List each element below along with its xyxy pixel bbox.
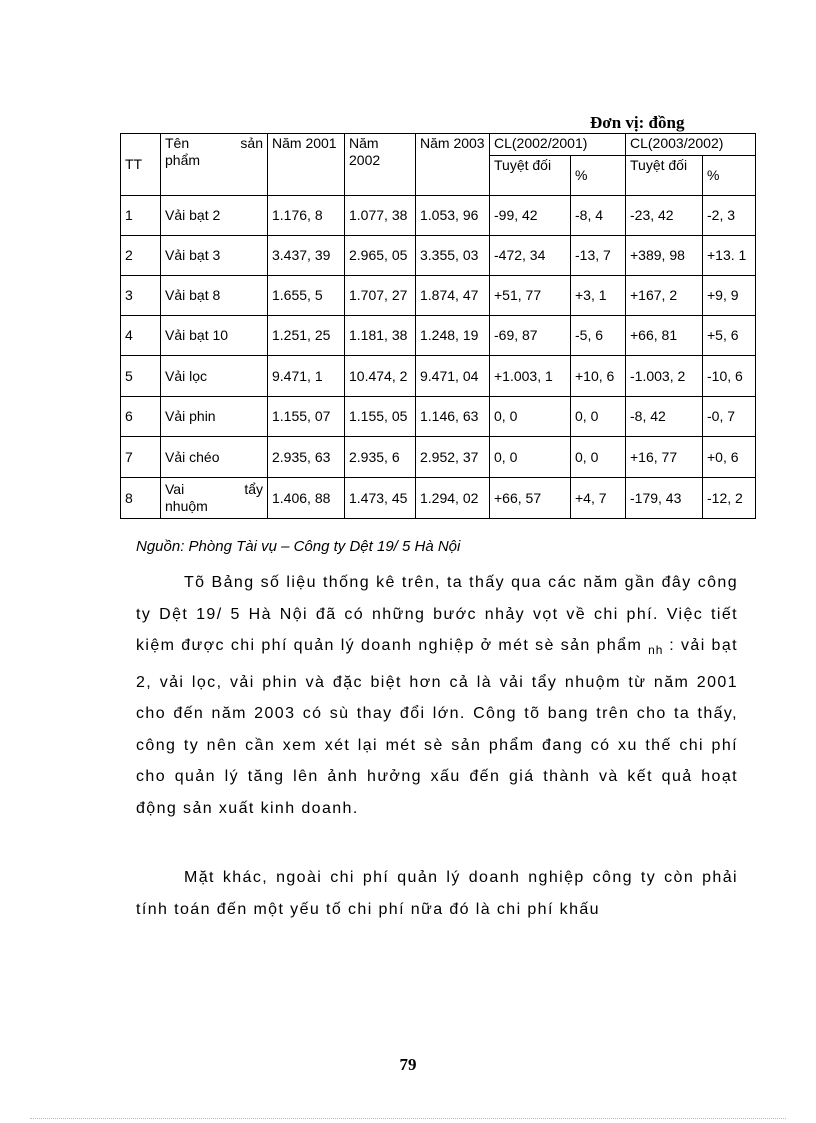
cell-product: Vai tẩy nhuộm (161, 478, 268, 519)
cell-abs-2: +167, 2 (626, 276, 703, 316)
cell-abs-1: +66, 57 (490, 478, 571, 519)
cell-product: Vải bạt 3 (161, 236, 268, 276)
cell-pct-1: 0, 0 (571, 437, 626, 478)
cell-2003: 3.355, 03 (416, 236, 490, 276)
cell-2003: 1.053, 96 (416, 196, 490, 236)
footer-divider (30, 1118, 786, 1119)
cell-pct-1: -8, 4 (571, 196, 626, 236)
page-number: 79 (399, 1055, 417, 1074)
cell-2002: 2.965, 05 (345, 236, 416, 276)
table-row (121, 437, 756, 478)
cell-abs-1: +1.003, 1 (490, 356, 571, 397)
cell-tt: 3 (121, 276, 161, 316)
cell-2002: 1.181, 38 (345, 316, 416, 356)
cell-product: Vải bạt 10 (161, 316, 268, 356)
cell-product: Vải bạt 8 (161, 276, 268, 316)
cell-pct-1: +4, 7 (571, 478, 626, 519)
cell-2001: 1.251, 25 (268, 316, 345, 356)
cell-tt: 2 (121, 236, 161, 276)
cell-tt: 6 (121, 397, 161, 437)
header-tt: TT (121, 134, 161, 196)
header-cl-2002-2001: CL(2002/2001) (490, 134, 626, 156)
cell-product: Vải lọc (161, 356, 268, 397)
cell-abs-1: -472, 34 (490, 236, 571, 276)
cell-abs-1: -69, 87 (490, 316, 571, 356)
cost-table (120, 133, 756, 519)
cell-tt: 8 (121, 478, 161, 519)
cell-2003: 1.874, 47 (416, 276, 490, 316)
table-row (121, 397, 756, 437)
cell-abs-2: +389, 98 (626, 236, 703, 276)
header-absolute-2: Tuyệt đối (626, 156, 703, 196)
cell-abs-2: -23, 42 (626, 196, 703, 236)
header-year-2003: Năm 2003 (416, 134, 490, 196)
header-cl-2003-2002: CL(2003/2002) (626, 134, 756, 156)
cell-pct-1: +10, 6 (571, 356, 626, 397)
source-note: Nguồn: Phòng Tài vụ – Công ty Dệt 19/ 5 Hà Nội (136, 538, 461, 555)
cell-2002: 2.935, 6 (345, 437, 416, 478)
table-row (121, 236, 756, 276)
cell-2002: 1.155, 05 (345, 397, 416, 437)
cell-abs-1: +51, 77 (490, 276, 571, 316)
cell-2002: 1.473, 45 (345, 478, 416, 519)
cell-2003: 1.146, 63 (416, 397, 490, 437)
unit-label: Đơn vị: đồng (590, 113, 685, 132)
cell-2001: 2.935, 63 (268, 437, 345, 478)
body-paragraph-2: Mặt khác, ngoài chi phí quản lý doanh nghiệp công ty còn phải tính toán đến một yếu tố chi phí nữa đó là chi phí khấu (136, 869, 738, 918)
table-row (121, 356, 756, 397)
header-absolute-1: Tuyệt đối (490, 156, 571, 196)
cell-2002: 1.707, 27 (345, 276, 416, 316)
cell-2002: 1.077, 38 (345, 196, 416, 236)
cell-2001: 9.471, 1 (268, 356, 345, 397)
cell-2003: 1.248, 19 (416, 316, 490, 356)
table-row (121, 316, 756, 356)
cell-abs-2: -179, 43 (626, 478, 703, 519)
cell-abs-1: -99, 42 (490, 196, 571, 236)
cell-2001: 1.155, 07 (268, 397, 345, 437)
cell-abs-1: 0, 0 (490, 397, 571, 437)
header-year-2002: Năm 2002 (345, 134, 416, 196)
cell-pct-2: +0, 6 (703, 437, 756, 478)
cell-2001: 1.176, 8 (268, 196, 345, 236)
table-row (121, 196, 756, 236)
cell-abs-2: -8, 42 (626, 397, 703, 437)
header-product-name: Tên sản phẩm (161, 134, 268, 196)
table-row (121, 276, 756, 316)
cell-product: Vải bạt 2 (161, 196, 268, 236)
cell-pct-2: -10, 6 (703, 356, 756, 397)
cell-2001: 1.655, 5 (268, 276, 345, 316)
cell-2003: 2.952, 37 (416, 437, 490, 478)
cell-pct-1: -13, 7 (571, 236, 626, 276)
cell-abs-1: 0, 0 (490, 437, 571, 478)
cell-pct-1: -5, 6 (571, 316, 626, 356)
table-row (121, 478, 756, 519)
cell-tt: 4 (121, 316, 161, 356)
cell-pct-2: -2, 3 (703, 196, 756, 236)
cell-pct-2: +5, 6 (703, 316, 756, 356)
cell-abs-2: -1.003, 2 (626, 356, 703, 397)
cell-pct-1: 0, 0 (571, 397, 626, 437)
header-percent-1: % (571, 156, 626, 196)
cell-abs-2: +66, 81 (626, 316, 703, 356)
cell-tt: 7 (121, 437, 161, 478)
cell-pct-2: -12, 2 (703, 478, 756, 519)
cell-2003: 9.471, 04 (416, 356, 490, 397)
cell-2001: 1.406, 88 (268, 478, 345, 519)
cell-abs-2: +16, 77 (626, 437, 703, 478)
cell-tt: 5 (121, 356, 161, 397)
cell-2002: 10.474, 2 (345, 356, 416, 397)
cell-product: Vải chéo (161, 437, 268, 478)
cell-pct-1: +3, 1 (571, 276, 626, 316)
cell-pct-2: +9, 9 (703, 276, 756, 316)
cell-product: Vải phin (161, 397, 268, 437)
cell-pct-2: +13. 1 (703, 236, 756, 276)
header-percent-2: % (703, 156, 756, 196)
cell-2003: 1.294, 02 (416, 478, 490, 519)
cell-2001: 3.437, 39 (268, 236, 345, 276)
cell-tt: 1 (121, 196, 161, 236)
body-paragraph-1: Tõ Bảng số liệu thống kê trên, ta thấy qua các năm gần đây công ty Dệt 19/ 5 Hà Nội đã có những bước nhảy vọt về chi phí. Việc tiết kiệm được chi phí quản lý doanh nghiệp ở mét sè sản phẩm $_{nh}$ : vải bạt 2, vải lọc, vải phin và đặc biệt hơn cả là vải tẩy nhuộm từ năm 2001 cho đến năm 2003 có sù thay đổi lớn. Công tõ bang trên cho ta thấy, công ty nên cần xem xét lại mét sè sản phẩm đang có xu thế chi phí cho quản lý tăng lên ảnh hưởng xấu đến giá thành và kết quả hoạt động sản xuất kinh doanh. (136, 574, 738, 817)
header-year-2001: Năm 2001 (268, 134, 345, 196)
cell-pct-2: -0, 7 (703, 397, 756, 437)
